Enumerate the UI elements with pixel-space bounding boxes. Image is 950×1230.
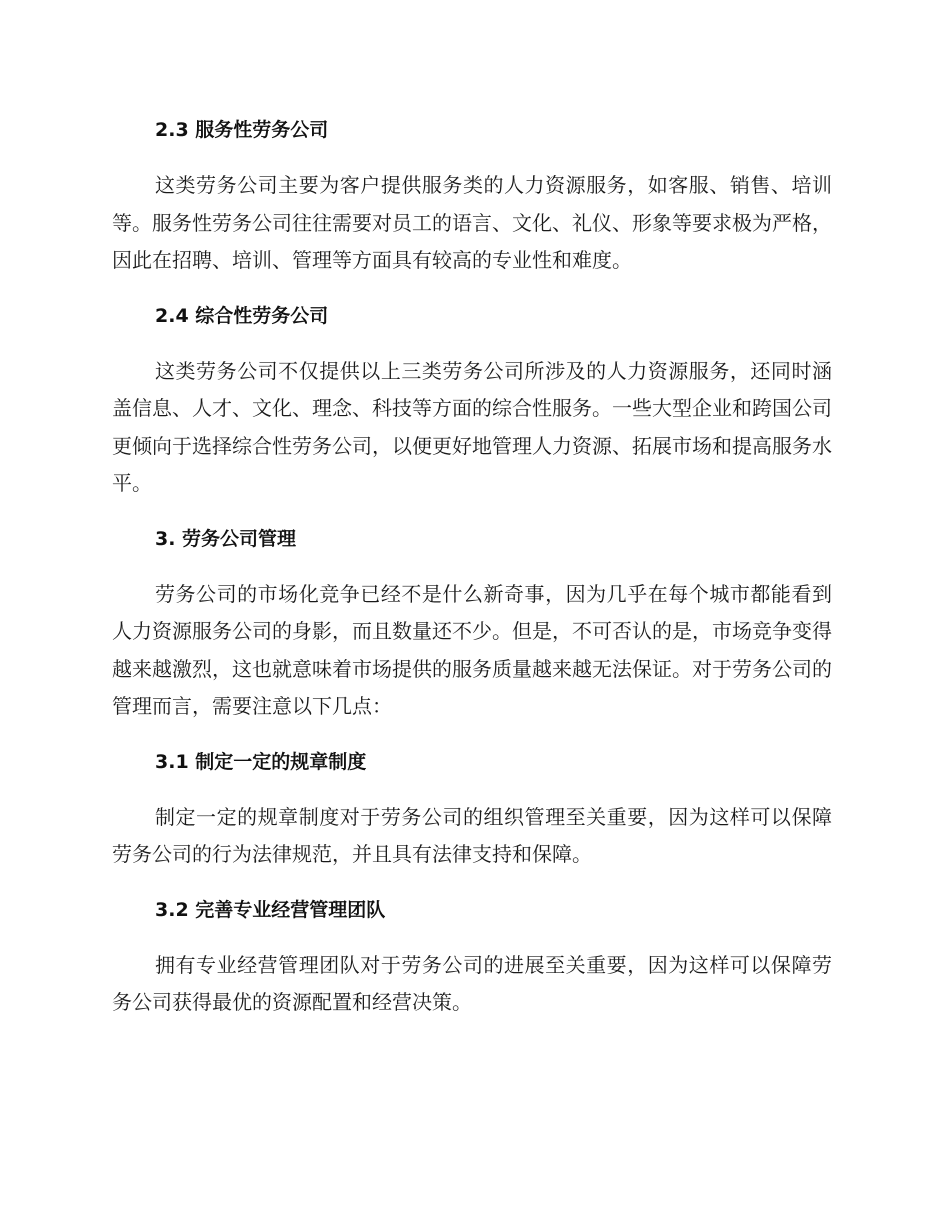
section-heading: 2.3 服务性劳务公司 xyxy=(155,119,329,141)
section-paragraph: 制定一定的规章制度对于劳务公司的组织管理至关重要，因为这样可以保障劳务公司的行为法律规范，并且具有法律支持和保障。 xyxy=(112,804,832,866)
section-paragraph: 拥有专业经营管理团队对于劳务公司的进展至关重要，因为这样可以保障劳务公司获得最优的资源配置和经营决策。 xyxy=(112,952,832,1014)
section-heading: 2.4 综合性劳务公司 xyxy=(155,304,329,327)
section-heading: 3.2 完善专业经营管理团队 xyxy=(155,898,386,921)
section-heading: 3.1 制定一定的规章制度 xyxy=(155,750,367,773)
section-paragraph: 这类劳务公司主要为客户提供服务类的人力资源服务，如客服、销售、培训等。服务性劳务公司往往需要对员工的语言、文化、礼仪、形象等要求极为严格，因此在招聘、培训、管理等方面具有较高的专业性和难度。 xyxy=(112,173,832,272)
section-heading: 3. 劳务公司管理 xyxy=(155,527,297,550)
document-page xyxy=(112,110,832,1022)
section-paragraph: 劳务公司的市场化竞争已经不是什么新奇事，因为几乎在每个城市都能看到人力资源服务公司的身影，而且数量还不少。但是，不可否认的是，市场竞争变得越来越激烈，这也就意味着市场提供的服务质量越来越无法保证。对于劳务公司的管理而言，需要注意以下几点： xyxy=(112,581,832,718)
section-paragraph: 这类劳务公司不仅提供以上三类劳务公司所涉及的人力资源服务，还同时涵盖信息、人才、文化、理念、科技等方面的综合性服务。一些大型企业和跨国公司更倾向于选择综合性劳务公司，以便更好地管理人力资源、拓展市场和提高服务水平。 xyxy=(112,358,832,495)
